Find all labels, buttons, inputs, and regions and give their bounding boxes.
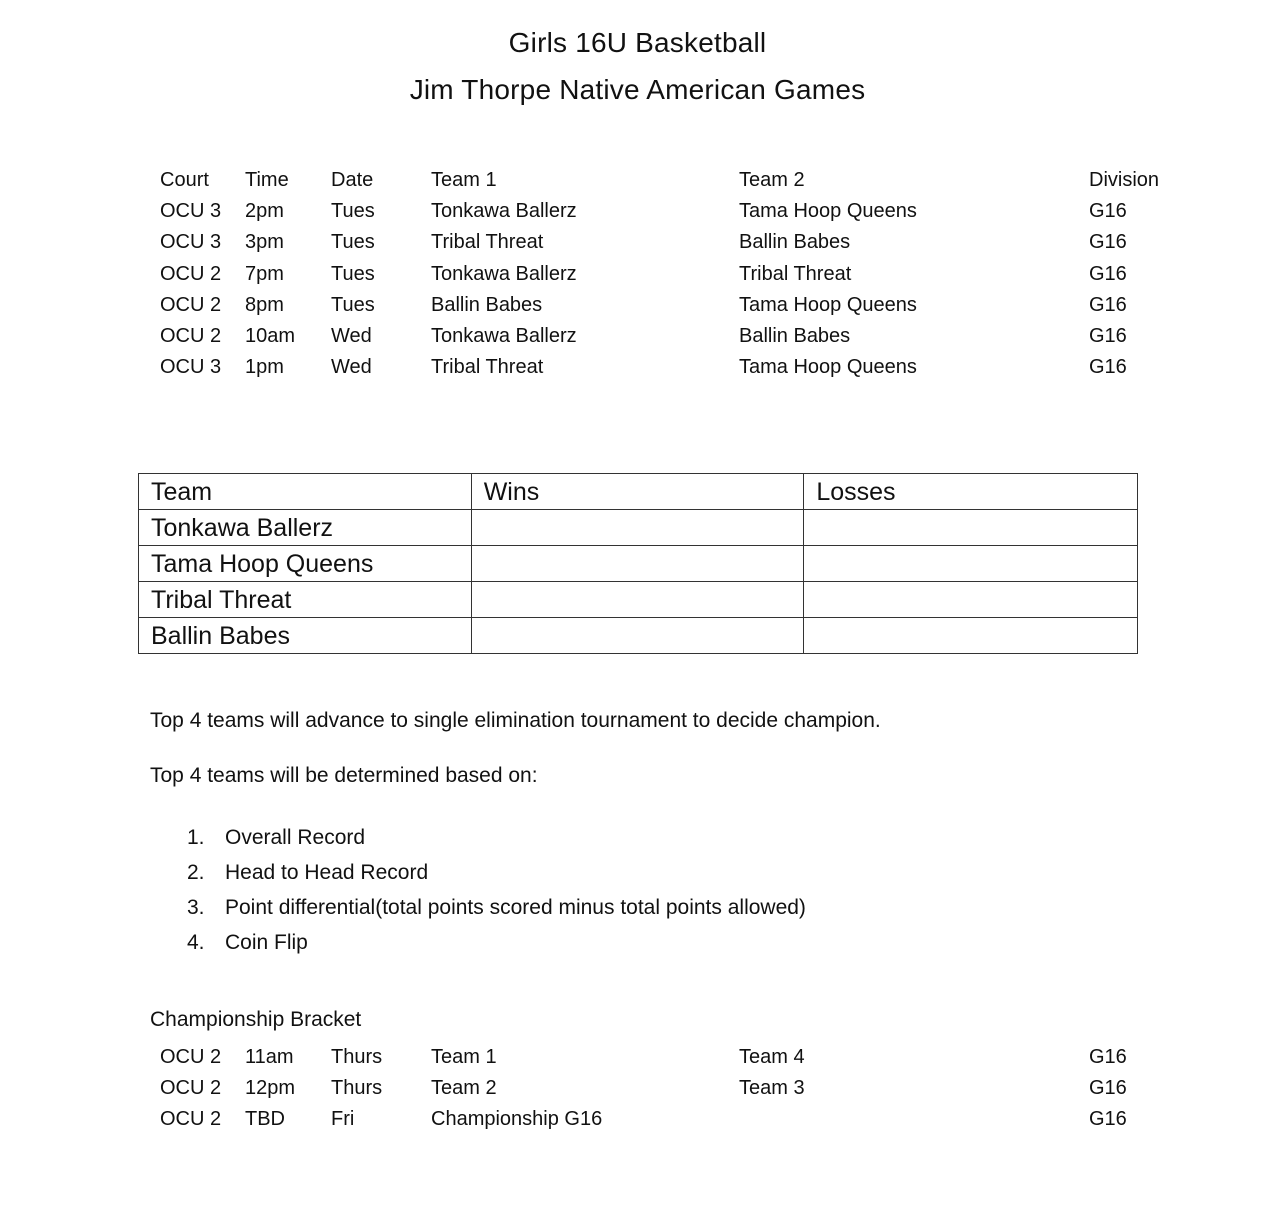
schedule-row: [0, 262, 1275, 293]
game-team-2: Tama Hoop Queens: [739, 356, 917, 379]
game-division: G16: [1089, 356, 1127, 379]
bracket-heading: Championship Bracket: [150, 1008, 362, 1031]
game-time: 7pm: [245, 262, 284, 285]
game-time: 10am: [245, 324, 296, 347]
game-date: Fri: [331, 1108, 355, 1131]
document-title: Girls 16U Basketball: [508, 27, 767, 58]
standings-table: [138, 473, 1138, 654]
game-date: Thurs: [331, 1046, 383, 1068]
game-time: 3pm: [245, 231, 284, 254]
criteria-intro-text: Top 4 teams will be determined based on:: [150, 764, 538, 787]
tiebreak-criteria-list: [150, 820, 806, 960]
list-number: 2.: [187, 861, 205, 884]
schedule-table: [0, 168, 1275, 386]
standings-wins-cell: [471, 546, 804, 582]
game-court: OCU 2: [160, 1077, 222, 1100]
game-team-2: Tama Hoop Queens: [739, 293, 917, 316]
criterion-text: Coin Flip: [225, 931, 308, 954]
column-header-team-1: Team 1: [431, 169, 497, 191]
bracket-row: [0, 1045, 1275, 1076]
game-court: OCU 2: [160, 293, 222, 316]
game-division: G16: [1089, 200, 1127, 223]
bracket-row: [0, 1107, 1275, 1138]
game-team-1: Team 1: [431, 1046, 497, 1068]
game-court: OCU 3: [160, 356, 222, 379]
schedule-row: [0, 355, 1275, 386]
document-subtitle: Jim Thorpe Native American Games: [409, 74, 866, 105]
game-team-2: Tribal Threat: [739, 262, 852, 285]
list-number: 4.: [187, 931, 205, 954]
list-item: [150, 820, 806, 855]
column-header-wins: Wins: [471, 474, 804, 510]
game-court: OCU 3: [160, 231, 222, 254]
standings-header-row: [139, 474, 1138, 510]
game-team-1: Tonkawa Ballerz: [431, 262, 577, 285]
criterion-text: Overall Record: [225, 826, 366, 849]
standings-row: [139, 582, 1138, 618]
standings-row: [139, 546, 1138, 582]
standings-team: Tama Hoop Queens: [139, 546, 472, 582]
game-team-2: Ballin Babes: [739, 231, 851, 254]
game-team-1: Tonkawa Ballerz: [431, 200, 577, 223]
game-time: 2pm: [245, 200, 284, 223]
game-division: G16: [1089, 231, 1127, 254]
standings-team: Tribal Threat: [139, 582, 472, 618]
column-header-team-2: Team 2: [739, 169, 805, 191]
list-item: [150, 925, 806, 960]
schedule-header-row: [0, 168, 1275, 199]
criterion-text: Head to Head Record: [225, 861, 429, 884]
standings-losses-cell: [804, 618, 1138, 654]
game-date: Tues: [331, 262, 375, 285]
game-date: Tues: [331, 200, 375, 223]
list-number: 1.: [187, 826, 205, 849]
game-date: Tues: [331, 293, 375, 316]
game-time: TBD: [245, 1108, 285, 1131]
game-court: OCU 2: [160, 262, 222, 285]
game-date: Thurs: [331, 1077, 383, 1100]
schedule-row: [0, 293, 1275, 324]
list-item: [150, 890, 806, 925]
column-header-losses: Losses: [804, 474, 1138, 510]
game-date: Wed: [331, 356, 372, 379]
game-court: OCU 2: [160, 1108, 222, 1131]
standings-team: Ballin Babes: [139, 618, 472, 654]
game-time: 1pm: [245, 356, 284, 379]
advance-rule-text: Top 4 teams will advance to single elimination tournament to decide champion.: [150, 709, 881, 732]
bracket-schedule: [0, 1045, 1275, 1139]
standings-wins-cell: [471, 510, 804, 546]
column-header-team: Team: [139, 474, 472, 510]
game-team-2: Tama Hoop Queens: [739, 200, 917, 223]
standings-team: Tonkawa Ballerz: [139, 510, 472, 546]
game-team-1: Tonkawa Ballerz: [431, 324, 577, 347]
game-date: Wed: [331, 324, 372, 347]
standings-row: [139, 618, 1138, 654]
standings-losses-cell: [804, 582, 1138, 618]
standings-wins-cell: [471, 618, 804, 654]
column-header-court: Court: [160, 169, 209, 191]
standings-losses-cell: [804, 510, 1138, 546]
game-court: OCU 2: [160, 1046, 222, 1068]
game-date: Tues: [331, 231, 375, 254]
game-court: OCU 3: [160, 200, 222, 223]
schedule-row: [0, 324, 1275, 355]
game-court: OCU 2: [160, 324, 222, 347]
game-team-1: Ballin Babes: [431, 293, 543, 316]
game-team-1: Team 2: [431, 1077, 497, 1100]
game-division: G16: [1089, 324, 1127, 347]
game-team-2: Ballin Babes: [739, 324, 851, 347]
column-header-date: Date: [331, 169, 374, 191]
standings-losses-cell: [804, 546, 1138, 582]
game-time: 12pm: [245, 1077, 296, 1100]
game-division: G16: [1089, 293, 1127, 316]
column-header-division: Division: [1089, 169, 1160, 191]
game-division: G16: [1089, 262, 1127, 285]
column-header-time: Time: [245, 169, 289, 191]
game-team-1: Tribal Threat: [431, 231, 544, 254]
standings-wins-cell: [471, 582, 804, 618]
bracket-row: [0, 1076, 1275, 1107]
schedule-row: [0, 230, 1275, 261]
game-team-1: Championship G16: [431, 1108, 603, 1131]
game-team-2: Team 4: [739, 1046, 805, 1068]
game-division: G16: [1089, 1077, 1127, 1100]
list-number: 3.: [187, 896, 205, 919]
game-time: 8pm: [245, 293, 284, 316]
standings-row: [139, 510, 1138, 546]
game-division: G16: [1089, 1046, 1127, 1068]
game-team-2: Team 3: [739, 1077, 805, 1100]
list-item: [150, 855, 806, 890]
game-time: 11am: [245, 1046, 294, 1068]
game-division: G16: [1089, 1108, 1127, 1131]
criterion-text: Point differential(total points scored minus total points allowed): [225, 896, 806, 919]
schedule-row: [0, 199, 1275, 230]
game-team-1: Tribal Threat: [431, 356, 544, 379]
